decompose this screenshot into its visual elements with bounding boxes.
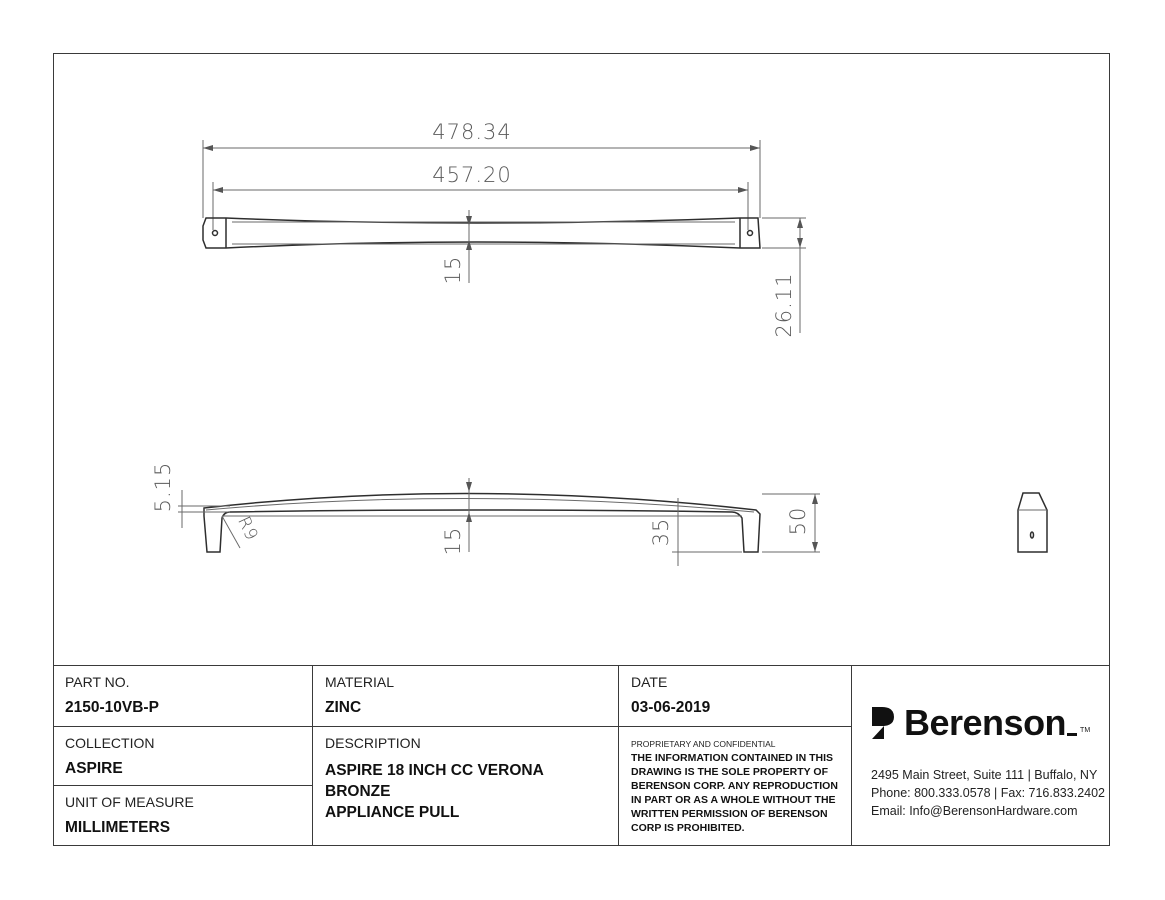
top-view <box>203 120 806 338</box>
company-cell <box>852 666 1108 846</box>
material-label: MATERIAL <box>325 674 394 690</box>
pull-end-outline <box>1018 493 1047 552</box>
company-contact <box>871 766 1105 820</box>
berenson-logo <box>870 702 1090 744</box>
material-value: ZINC <box>325 699 362 716</box>
description-cell <box>313 727 619 846</box>
title-block <box>53 665 1110 846</box>
confidential-line: THE INFORMATION CONTAINED IN THIS <box>631 752 834 764</box>
dim-radius: R9 <box>233 513 262 545</box>
dim-foot-height: 35 <box>649 517 673 547</box>
date-label: DATE <box>631 674 668 690</box>
confidential-text <box>631 751 839 835</box>
pull-side-outline <box>204 493 760 552</box>
mounting-hole-right <box>748 231 753 236</box>
part-no-label: PART NO. <box>65 674 130 690</box>
description-line-1: ASPIRE 18 INCH CC VERONA BRONZE <box>325 762 544 800</box>
part-no-value: 2150-10VB-P <box>65 699 159 716</box>
date-cell <box>619 666 852 727</box>
side-view <box>151 462 820 566</box>
material-cell <box>313 666 619 727</box>
trademark-mark: TM <box>1080 726 1091 734</box>
date-value: 03-06-2019 <box>631 699 711 716</box>
end-view <box>1018 493 1047 552</box>
dim-foot-width: 26.11 <box>772 272 796 338</box>
description-line-2: APPLIANCE PULL <box>325 804 460 821</box>
mounting-hole-left <box>213 231 218 236</box>
part-no-cell <box>53 666 313 727</box>
confidential-line: WRITTEN PERMISSION OF BERENSON <box>631 808 828 820</box>
unit-cell <box>53 786 313 846</box>
dim-grip-width: 15 <box>441 255 465 285</box>
confidential-cell <box>619 727 852 846</box>
dim-center-to-center: 457.20 <box>432 163 512 187</box>
dim-overall-length: 478.34 <box>432 120 512 144</box>
company-email: Email: Info@BerensonHardware.com <box>871 804 1078 818</box>
description-label: DESCRIPTION <box>325 735 421 751</box>
berenson-mark-icon <box>870 705 896 741</box>
company-address: 2495 Main Street, Suite 111 | Buffalo, NY <box>871 768 1098 782</box>
confidential-line: DRAWING IS THE SOLE PROPERTY OF <box>631 766 828 778</box>
company-phone-fax: Phone: 800.333.0578 | Fax: 716.833.2402 <box>871 786 1105 800</box>
collection-label: COLLECTION <box>65 735 155 751</box>
confidential-line: CORP IS PROHIBITED. <box>631 822 745 834</box>
dim-end-offset: 5.15 <box>151 461 175 513</box>
dim-total-height: 50 <box>786 506 810 536</box>
confidential-heading: PROPRIETARY AND CONFIDENTIAL <box>631 739 776 749</box>
unit-value: MILLIMETERS <box>65 819 171 836</box>
collection-value: ASPIRE <box>65 760 123 777</box>
collection-cell <box>53 727 313 786</box>
dim-side-thickness: 15 <box>441 526 465 556</box>
confidential-line: BERENSON CORP. ANY REPRODUCTION <box>631 780 838 792</box>
company-name: Berenson <box>904 702 1067 743</box>
unit-label: UNIT OF MEASURE <box>65 794 194 810</box>
confidential-line: IN PART OR AS A WHOLE WITHOUT THE <box>631 794 836 806</box>
